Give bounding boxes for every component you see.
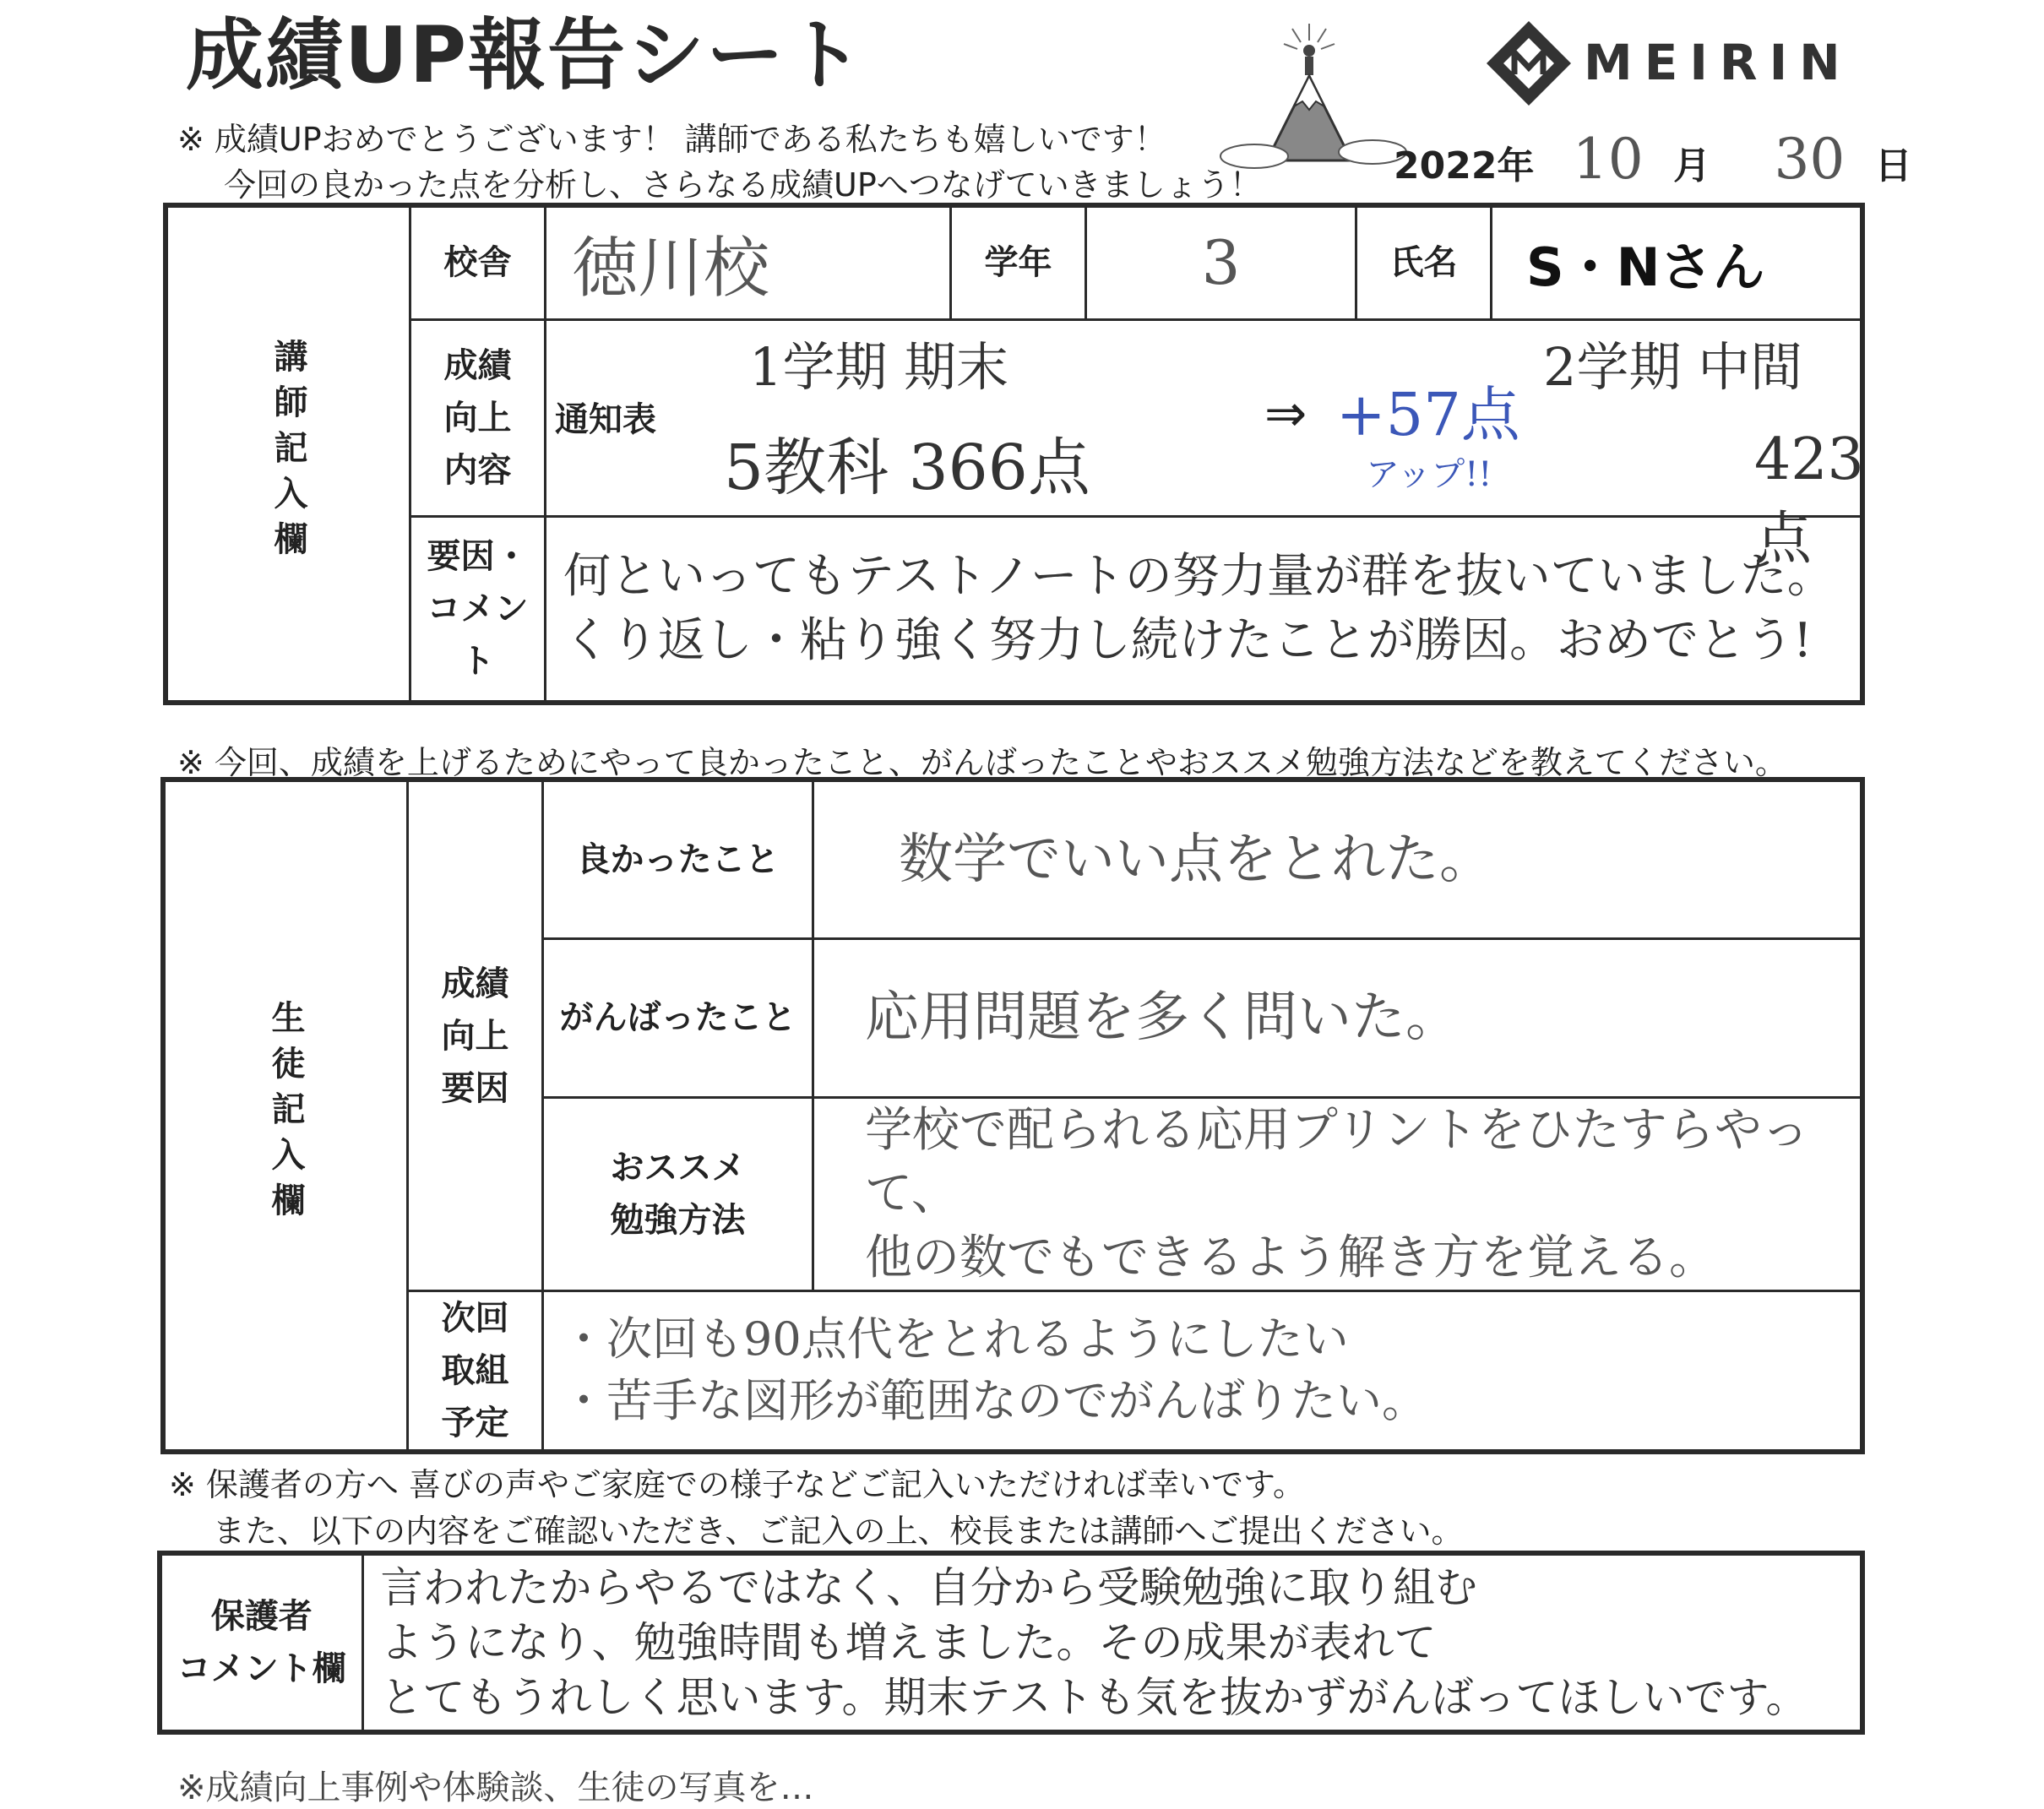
name-label: 氏名	[1356, 205, 1492, 319]
date-year: 2022年	[1394, 144, 1535, 187]
student-side-label-cell	[163, 780, 408, 1452]
date-day-label: 日	[1874, 144, 1912, 187]
parent-instruction-note-1: ※ 保護者の方へ 喜びの声やご家庭での様子などご記入いただければ幸いです。	[169, 1466, 1305, 1503]
parent-section	[157, 1551, 1865, 1735]
teacher-side-label-cell	[166, 205, 410, 703]
plan-label-2: 取組	[441, 1351, 509, 1391]
school-label: 校舎	[410, 205, 546, 319]
parent-comment-label	[160, 1553, 362, 1732]
page-title: 成績UP報告シート	[186, 10, 866, 100]
grade-value: 3	[1086, 205, 1356, 319]
brand-name: MEIRIN	[1584, 34, 1852, 91]
parent-comment	[362, 1553, 1862, 1732]
factor-label-2: 向上	[441, 1016, 509, 1056]
factor-label-1: 成績	[441, 964, 509, 1003]
score-difference: +57点	[1336, 379, 1520, 449]
comment-label-1: 要因・	[427, 537, 529, 577]
student-section	[160, 777, 1865, 1454]
comment-label-2: コメント	[427, 589, 529, 682]
parent-comment-line-2: ようになり、勉強時間も増えました。その成果が表れて	[380, 1617, 1437, 1667]
teacher-comment-line-1: 何といってもテストノートの努力量が群を抜いていました。	[563, 549, 1835, 605]
plan-line-2: ・苦手な図形が範囲なのでがんばりたい。	[561, 1374, 1427, 1428]
plan-label-1: 次回	[441, 1299, 509, 1339]
date-month-label: 月	[1673, 144, 1711, 187]
school-value: 徳川校	[546, 205, 951, 319]
intro-note-2: 今回の良かった点を分析し、さらなる成績UPへつなげていきましょう！	[224, 166, 1262, 204]
parent-comment-line-1: 言われたからやるではなく、自分から受験勉強に取り組む	[380, 1562, 1477, 1612]
after-term: 2学期 中間	[1543, 335, 1803, 398]
plan-label-3: 予定	[441, 1404, 509, 1443]
name-value: S・Nさん	[1492, 205, 1863, 319]
parent-instruction-note-2: また、以下の内容をご確認いただき、ご記入の上、校長または講師へご提出ください。	[213, 1513, 1464, 1550]
after-score: 423点	[1754, 426, 1864, 573]
method-label-1: おススメ	[610, 1148, 746, 1187]
date-month-value: 10	[1572, 127, 1644, 192]
arrow-icon: ⇒	[1264, 383, 1307, 443]
method-value	[813, 1097, 1863, 1291]
teacher-comment-line-2: くり返し・粘り強く努力し続けたことが勝因。おめでとう!	[563, 613, 1813, 669]
before-score: 5教科 366点	[724, 431, 1090, 504]
teacher-section	[163, 203, 1865, 705]
improvement-content	[546, 319, 1864, 573]
teacher-side-label: 講師記入欄	[269, 338, 307, 567]
parent-label-1: 保護者	[210, 1597, 313, 1636]
effort-label: がんばったこと	[543, 938, 813, 1097]
good-label: 良かったこと	[543, 780, 813, 938]
before-term: 1学期 期末	[749, 335, 1009, 398]
footer-cut-off-text: ※成績向上事例や体験談、生徒の写真を…	[177, 1768, 814, 1807]
plan-label	[408, 1291, 543, 1453]
good-value: 数学でいい点をとれた。	[813, 780, 1863, 938]
parent-label-2: コメント欄	[177, 1649, 346, 1688]
comment-label	[410, 517, 546, 703]
method-line-2: 他の数でもできるよう解き方を覚える。	[865, 1230, 1716, 1285]
date-day-value: 30	[1774, 127, 1846, 192]
parent-comment-line-3: とてもうれしく思います。期末テストも気を抜かずがんばってほしいです。	[380, 1672, 1808, 1722]
improvement-label	[410, 319, 546, 516]
student-side-label: 生徒記入欄	[266, 1000, 305, 1229]
grade-label: 学年	[951, 205, 1086, 319]
method-label	[543, 1097, 813, 1291]
improvement-label-3: 内容	[443, 450, 512, 490]
report-date	[1394, 127, 1912, 192]
improvement-label-1: 成績	[443, 345, 512, 385]
diamond-logo-icon	[1482, 17, 1575, 110]
intro-note-1: ※ 成績UPおめでとうございます！ 講師である私たちも嬉しいです！	[177, 121, 1166, 158]
plan-value	[543, 1291, 1863, 1453]
factor-label-3: 要因	[441, 1068, 509, 1108]
method-label-2: 勉強方法	[610, 1200, 746, 1240]
improvement-label-2: 向上	[443, 398, 512, 437]
report-card-label: 通知表	[555, 399, 656, 439]
method-line-1: 学校で配られる応用プリントをひたすらやって、	[865, 1102, 1809, 1222]
teacher-comment	[546, 517, 1863, 703]
factor-label	[408, 780, 543, 1291]
effort-value: 応用問題を多く問いた。	[813, 938, 1863, 1097]
student-instruction-note: ※ 今回、成績を上げるためにやって良かったこと、がんばったことやおススメ勉強方法などを教えてください。	[177, 744, 1787, 781]
meirin-logo	[1482, 17, 1852, 110]
score-difference-note: アップ!!	[1366, 454, 1492, 494]
plan-line-1: ・次回も90点代をとれるようにしたい	[561, 1312, 1349, 1366]
